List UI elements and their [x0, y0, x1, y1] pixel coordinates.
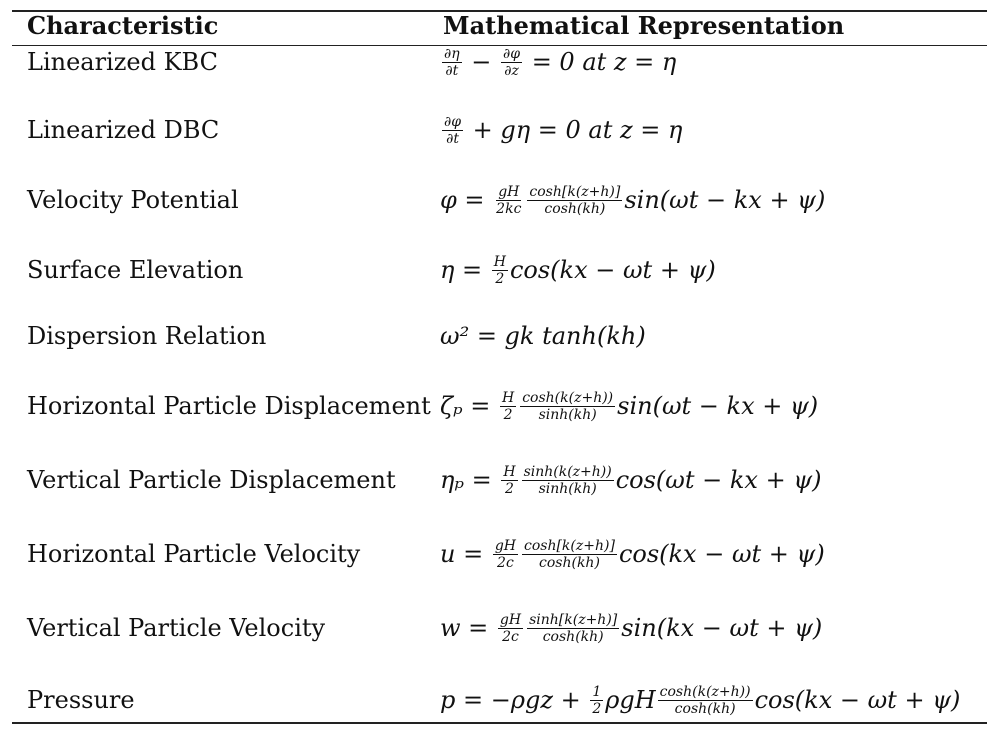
fraction-numerator: gH — [494, 537, 516, 554]
fraction-denominator: 2 — [592, 700, 602, 717]
fraction — [492, 254, 508, 287]
fraction-denominator: cosh(kh) — [539, 554, 600, 571]
table-row — [0, 460, 999, 500]
table-row — [0, 680, 999, 720]
fraction-denominator: 2kc — [496, 200, 522, 217]
formula-text: cos(kx − ωt + ψ) — [618, 540, 825, 568]
table-row — [0, 110, 999, 150]
formula-cell — [440, 534, 825, 574]
formula-text: + gη = 0 at z = η — [465, 116, 683, 144]
fraction-numerator: ∂φ — [503, 45, 521, 62]
formula-text: = 0 at z = η — [524, 48, 677, 76]
table-row — [0, 180, 999, 220]
table-bottom-rule — [12, 722, 987, 724]
fraction — [442, 46, 462, 79]
fraction-numerator: cosh[k(z+h)] — [529, 183, 621, 200]
fraction-numerator: sinh(k(z+h)) — [523, 463, 612, 480]
fraction — [493, 538, 518, 571]
formula-cell — [440, 316, 646, 356]
formula-text: cos(ωt − kx + ψ) — [615, 466, 822, 494]
formula-cell — [440, 608, 822, 648]
fraction-denominator: cosh(kh) — [674, 700, 736, 717]
formula-cell — [440, 460, 822, 500]
fraction-numerator: cosh(k(z+h)) — [659, 683, 751, 700]
formula-text: ηₚ = — [440, 466, 500, 494]
fraction-numerator: ∂η — [444, 45, 460, 62]
characteristic-cell: Linearized DBC — [27, 116, 220, 144]
table-row — [0, 534, 999, 574]
fraction — [522, 538, 617, 571]
fraction-numerator: 1 — [592, 683, 602, 700]
formula-text: p = −ρgz + — [440, 686, 589, 714]
formula-text: φ = — [440, 186, 493, 214]
fraction-numerator: sinh[k(z+h)] — [529, 611, 618, 628]
fraction-numerator: cosh[k(z+h)] — [524, 537, 615, 554]
formula-text: sin(kx − ωt + ψ) — [621, 614, 823, 642]
table-row — [0, 316, 999, 356]
fraction-numerator: cosh(k(z+h)) — [522, 389, 614, 406]
fraction-denominator: 2c — [502, 628, 519, 645]
formula-text: η = — [440, 256, 490, 284]
characteristic-cell: Linearized KBC — [27, 48, 218, 76]
fraction-denominator: cosh(kh) — [542, 628, 604, 645]
table-row — [0, 608, 999, 648]
fraction — [501, 464, 517, 497]
characteristic-cell: Horizontal Particle Velocity — [27, 540, 361, 568]
formula-text: cos(kx − ωt + ψ) — [509, 256, 716, 284]
fraction — [527, 184, 622, 217]
formula-text: u = — [440, 540, 491, 568]
fraction — [442, 114, 463, 147]
formula-cell — [440, 250, 716, 290]
table-row — [0, 42, 999, 82]
characteristic-cell: Dispersion Relation — [27, 322, 267, 350]
fraction-numerator: H — [493, 253, 506, 270]
fraction — [590, 684, 603, 717]
header-characteristic: Characteristic — [27, 11, 219, 40]
fraction — [498, 612, 523, 645]
characteristic-cell: Surface Elevation — [27, 256, 244, 284]
formula-cell — [440, 680, 960, 720]
characteristic-cell: Velocity Potential — [27, 186, 239, 214]
formula-text: ρgH — [605, 686, 656, 714]
formula-text: w = — [440, 614, 496, 642]
characteristic-cell: Horizontal Particle Displacement — [27, 392, 431, 420]
fraction — [500, 390, 516, 423]
fraction-denominator: ∂t — [446, 130, 459, 147]
fraction — [527, 612, 619, 645]
formula-text: ζₚ = — [440, 392, 498, 420]
formula-text: ω² = gk tanh(kh) — [440, 322, 646, 350]
formula-cell — [440, 386, 818, 426]
fraction-numerator: gH — [498, 183, 520, 200]
characteristic-cell: Pressure — [27, 686, 135, 714]
fraction-numerator: H — [501, 389, 515, 406]
fraction — [494, 184, 523, 217]
formula-text: cos(kx − ωt + ψ) — [754, 686, 961, 714]
fraction-denominator: sinh(kh) — [538, 406, 597, 423]
fraction-denominator: ∂z — [504, 62, 519, 79]
fraction — [522, 464, 614, 497]
fraction — [501, 46, 522, 79]
formula-text: sin(ωt − kx + ψ) — [617, 392, 819, 420]
characteristic-cell: Vertical Particle Displacement — [27, 466, 396, 494]
table-row — [0, 386, 999, 426]
fraction-denominator: cosh(kh) — [544, 200, 606, 217]
fraction-denominator: sinh(kh) — [538, 480, 597, 497]
formula-text: − — [463, 48, 500, 76]
formula-cell — [440, 110, 682, 150]
fraction-denominator: 2 — [504, 480, 514, 497]
fraction-denominator: 2c — [497, 554, 514, 571]
characteristic-cell: Vertical Particle Velocity — [27, 614, 326, 642]
fraction — [520, 390, 615, 423]
formula-cell — [440, 180, 825, 220]
table-row — [0, 250, 999, 290]
header-mathematical-representation: Mathematical Representation — [443, 11, 845, 40]
fraction-numerator: H — [503, 463, 516, 480]
fraction-numerator: gH — [499, 611, 522, 628]
fraction — [658, 684, 753, 717]
formula-cell — [440, 42, 676, 82]
fraction-denominator: 2 — [503, 406, 513, 423]
fraction-denominator: ∂t — [445, 62, 459, 79]
fraction-numerator: ∂φ — [444, 113, 462, 130]
fraction-denominator: 2 — [495, 270, 505, 287]
formula-text: sin(ωt − kx + ψ) — [624, 186, 826, 214]
